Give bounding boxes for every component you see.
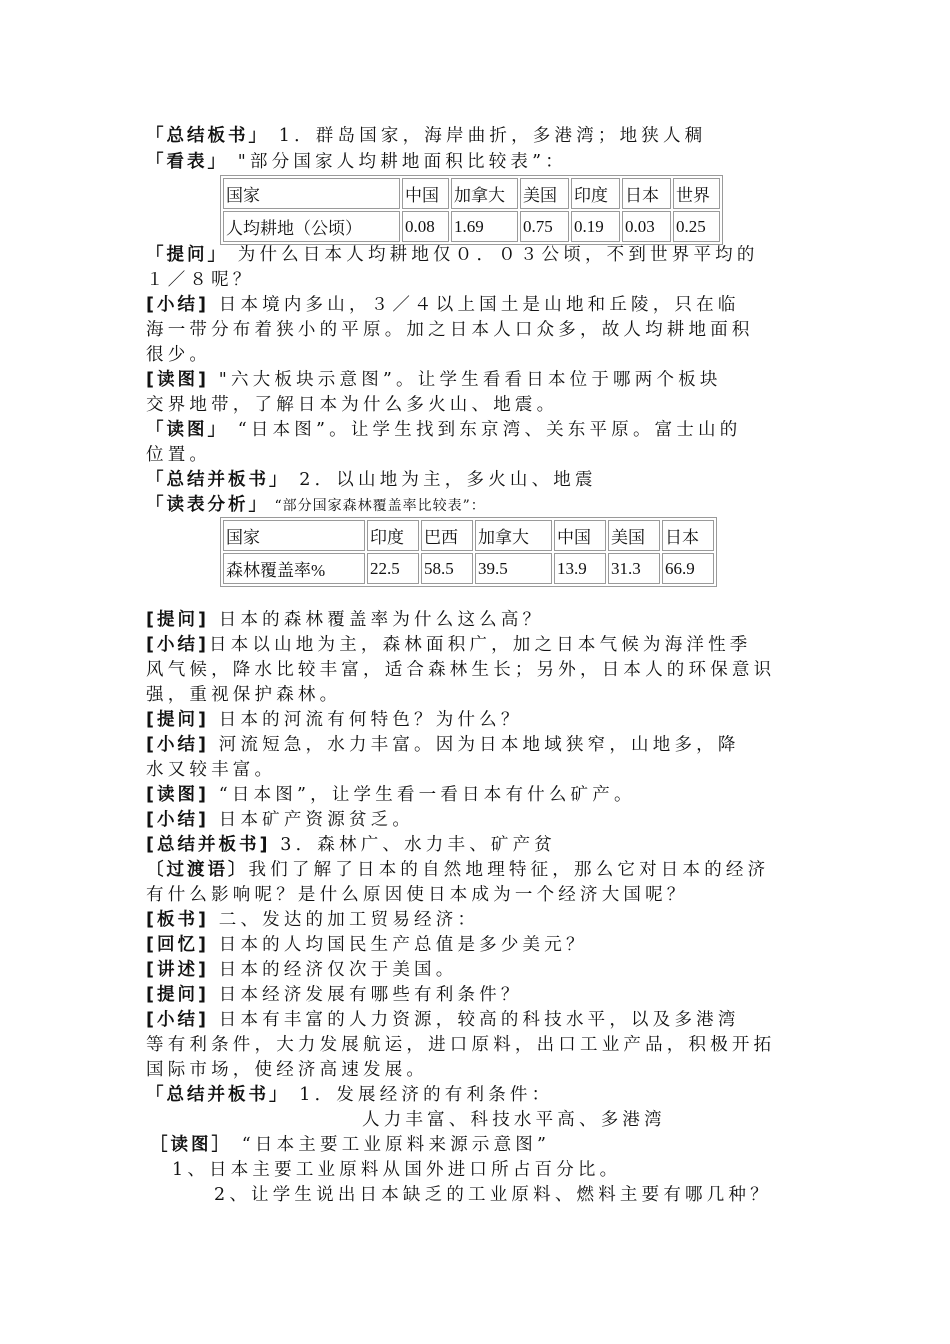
table-cell: 森林覆盖率% [223,553,365,584]
body-line: 人力丰富、科技水平高、多港湾 [362,1110,666,1130]
body-text: 日本的经济仅次于美国。 [209,960,458,980]
section-tag: [小结] [146,1010,209,1030]
body-text: “日本图”，让学生看一看日本有什么矿产。 [209,785,636,805]
section-tag: 「提问」 [146,245,228,265]
body-text: 3．森林广、水力丰、矿产贫 [270,835,556,855]
section-tag: 「看表」 [146,152,228,172]
table-cell: 巴西 [421,520,473,551]
question-line [146,983,523,1007]
body-text: 1．群岛国家，海岸曲折，多港湾；地狭人稠 [269,126,707,146]
table-cell: 印度 [367,520,419,551]
summary-line [146,1008,740,1032]
section-tag: [读图] [146,370,209,390]
summary-board-line [146,1083,553,1107]
body-text: "部分国家人均耕地面积比较表”： [228,152,567,172]
summary-board-line [146,833,556,857]
forest-coverage-table [220,517,717,587]
table-cell: 美国 [608,520,660,551]
section-tag: 〔过渡语〕 [146,860,249,880]
body-line: 位置。 [146,445,212,465]
table-cell: 美国 [520,178,569,209]
table-intro-line [146,150,567,174]
table-cell: 0.75 [520,211,569,242]
table-cell: 人均耕地（公顷） [223,211,400,242]
arable-land-table [220,175,723,245]
section-tag: [总结并板书] [146,835,271,855]
body-text: 日本境内多山，３／４以上国土是山地和丘陵，只在临 [209,295,740,315]
section-tag: 「总结板书」 [146,126,269,146]
read-map-line [146,418,741,442]
table-cell: 国家 [223,520,365,551]
table-row [223,520,714,551]
summary-line [146,733,740,757]
body-text: “日本图”。让学生找到东京湾、关东平原。富士山的 [228,420,742,440]
section-tag: [回忆] [146,935,209,955]
table-cell: 日本 [622,178,671,209]
section-tag: ［读图］ [150,1135,232,1155]
question-line [146,608,544,632]
section-tag: [板书] [146,910,209,930]
body-text: “部分国家森林覆盖率比较表”： [269,498,486,514]
recall-line [146,933,588,957]
section-tag: 「读表分析」 [146,495,269,515]
table-cell: 0.03 [622,211,671,242]
read-map-line [146,368,722,392]
body-text: 日本经济发展有哪些有利条件？ [209,985,523,1005]
summary-line [146,293,740,317]
question-line [146,243,759,267]
summary-line [146,808,414,832]
list-item: 2、让学生说出日本缺乏的工业原料、燃料主要有哪几种？ [214,1185,772,1205]
body-line: 风气候，降水比较丰富，适合森林生长；另外，日本人的环保意识 [146,660,776,680]
table-cell: 58.5 [421,553,473,584]
table-cell: 中国 [554,520,606,551]
body-text: 河流短急，水力丰富。因为日本地域狭窄，山地多，降 [209,735,740,755]
table-cell: 印度 [571,178,620,209]
body-line: 国际市场，使经济高速发展。 [146,1060,429,1080]
section-tag: [小结] [146,635,209,655]
body-text: 日本有丰富的人力资源，较高的科技水平，以及多港湾 [209,1010,740,1030]
table-cell: 66.9 [662,553,714,584]
body-text: 我们了解了日本的自然地理特征，那么它对日本的经济 [248,860,770,880]
body-line: 强，重视保护森林。 [146,685,342,705]
table-row [223,211,720,242]
body-line: 等有利条件，大力发展航运，进口原料，出口工业产品，积极开拓 [146,1035,776,1055]
section-tag: [读图] [146,785,209,805]
section-tag: [小结] [146,295,209,315]
narration-line [146,958,457,982]
body-text: 日本的人均国民生产总值是多少美元？ [209,935,588,955]
body-line: 交界地带，了解日本为什么多火山、地震。 [146,395,559,415]
body-text: 日本的河流有何特色？为什么？ [209,710,523,730]
table-row [223,553,714,584]
read-map-line [146,783,636,807]
section-tag: [小结] [146,735,209,755]
transition-line [146,858,769,882]
section-tag: [提问] [146,710,209,730]
board-line [146,908,479,932]
body-text: 为什么日本人均耕地仅０．０３公顷，不到世界平均的 [228,245,759,265]
table-cell: 13.9 [554,553,606,584]
table-cell: 31.3 [608,553,660,584]
body-text: 日本以山地为主，森林面积广，加之日本气候为海洋性季 [209,635,752,655]
table-cell: 日本 [662,520,714,551]
body-text: 2．以山地为主，多火山、地震 [289,470,597,490]
table-cell: 22.5 [367,553,419,584]
section-tag: 「总结并板书」 [146,1085,290,1105]
table-cell: 39.5 [475,553,552,584]
table-cell: 0.08 [402,211,449,242]
section-tag: 「总结并板书」 [146,470,290,490]
body-text: 日本矿产资源贫乏。 [209,810,415,830]
summary-line-1 [146,124,706,148]
section-tag: [小结] [146,810,209,830]
body-text: 二、发达的加工贸易经济： [209,910,480,930]
section-tag: [提问] [146,985,209,1005]
table-row [223,178,720,209]
table-cell: 中国 [402,178,449,209]
section-tag: [讲述] [146,960,209,980]
section-tag: 「读图」 [146,420,228,440]
body-line: 有什么影响呢？是什么原因使日本成为一个经济大国呢？ [146,885,689,905]
table-intro-line [146,493,486,518]
question-line [146,708,523,732]
table-cell: 加拿大 [451,178,518,209]
list-item: 1、日本主要工业原料从国外进口所占百分比。 [172,1160,622,1180]
body-line: 水又较丰富。 [146,760,277,780]
table-cell: 国家 [223,178,400,209]
body-line: 很少。 [146,345,212,365]
table-cell: 世界 [673,178,720,209]
table-cell: 1.69 [451,211,518,242]
body-text: “日本主要工业原料来源示意图” [232,1135,551,1155]
summary-line [146,633,752,657]
table-cell: 0.19 [571,211,620,242]
body-line: 海一带分布着狭小的平原。加之日本人口众多，故人均耕地面积 [146,320,754,340]
body-text: "六大板块示意图”。让学生看看日本位于哪两个板块 [209,370,722,390]
summary-board-line [146,468,597,492]
body-text: 日本的森林覆盖率为什么这么高？ [209,610,545,630]
read-map-line [150,1133,550,1157]
body-line: １／８呢？ [146,270,255,290]
section-tag: [提问] [146,610,209,630]
table-cell: 0.25 [673,211,720,242]
table-cell: 加拿大 [475,520,552,551]
body-text: 1．发展经济的有利条件： [289,1085,554,1105]
